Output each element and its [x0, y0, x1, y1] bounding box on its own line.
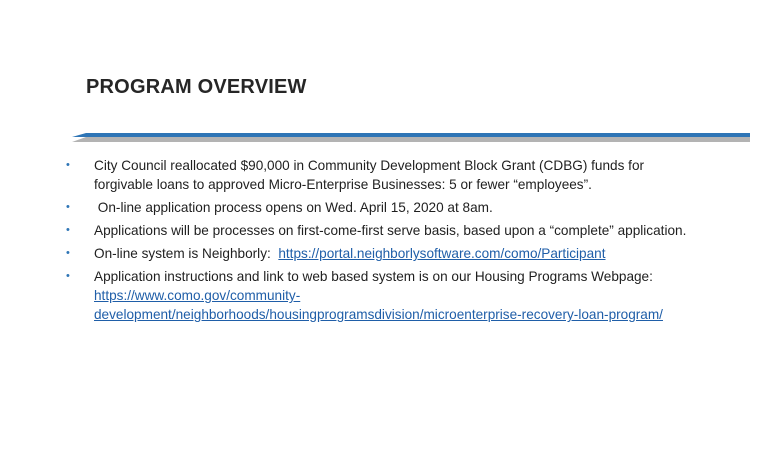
bullet-text: On-line system is Neighborly:	[94, 246, 279, 261]
bullet-item-first-come	[64, 221, 704, 240]
bullet-dot-icon: •	[66, 270, 70, 282]
bullet-item-neighborly	[64, 244, 704, 263]
rule-blue-bar	[72, 133, 750, 137]
bullet-dot-icon: •	[66, 247, 70, 259]
title-rule	[72, 133, 750, 145]
bullet-dot-icon: •	[66, 224, 70, 236]
bullet-item-application-opens	[64, 198, 704, 217]
rule-gray-bar	[72, 137, 750, 142]
housing-programs-link[interactable]: https://www.como.gov/community-development/neighborhoods/housingprogramsdivision/microenterprise-recovery-loan-program/	[94, 288, 663, 322]
bullet-dot-icon: •	[66, 201, 70, 213]
bullet-dot-icon: •	[66, 159, 70, 171]
bullet-list	[64, 156, 704, 328]
bullet-text: Applications will be processes on first-come-first serve basis, based upon a “complete” application.	[94, 223, 687, 238]
bullet-text: On-line application process opens on Wed. April 15, 2020 at 8am.	[94, 200, 493, 215]
neighborly-portal-link[interactable]: https://portal.neighborlysoftware.com/como/Participant	[278, 246, 606, 261]
bullet-text: Application instructions and link to web based system is on our Housing Programs Webpage:	[94, 269, 661, 284]
title-rule-graphic	[72, 133, 750, 145]
bullet-item-cdbg-funds	[64, 156, 704, 194]
slide-title: PROGRAM OVERVIEW	[86, 76, 307, 98]
bullet-text: City Council reallocated $90,000 in Community Development Block Grant (CDBG) funds for forgivable loans to approved Micro-Enterprise Businesses: 5 or fewer “employees”.	[94, 158, 645, 192]
bullet-item-housing-webpage	[64, 267, 704, 324]
